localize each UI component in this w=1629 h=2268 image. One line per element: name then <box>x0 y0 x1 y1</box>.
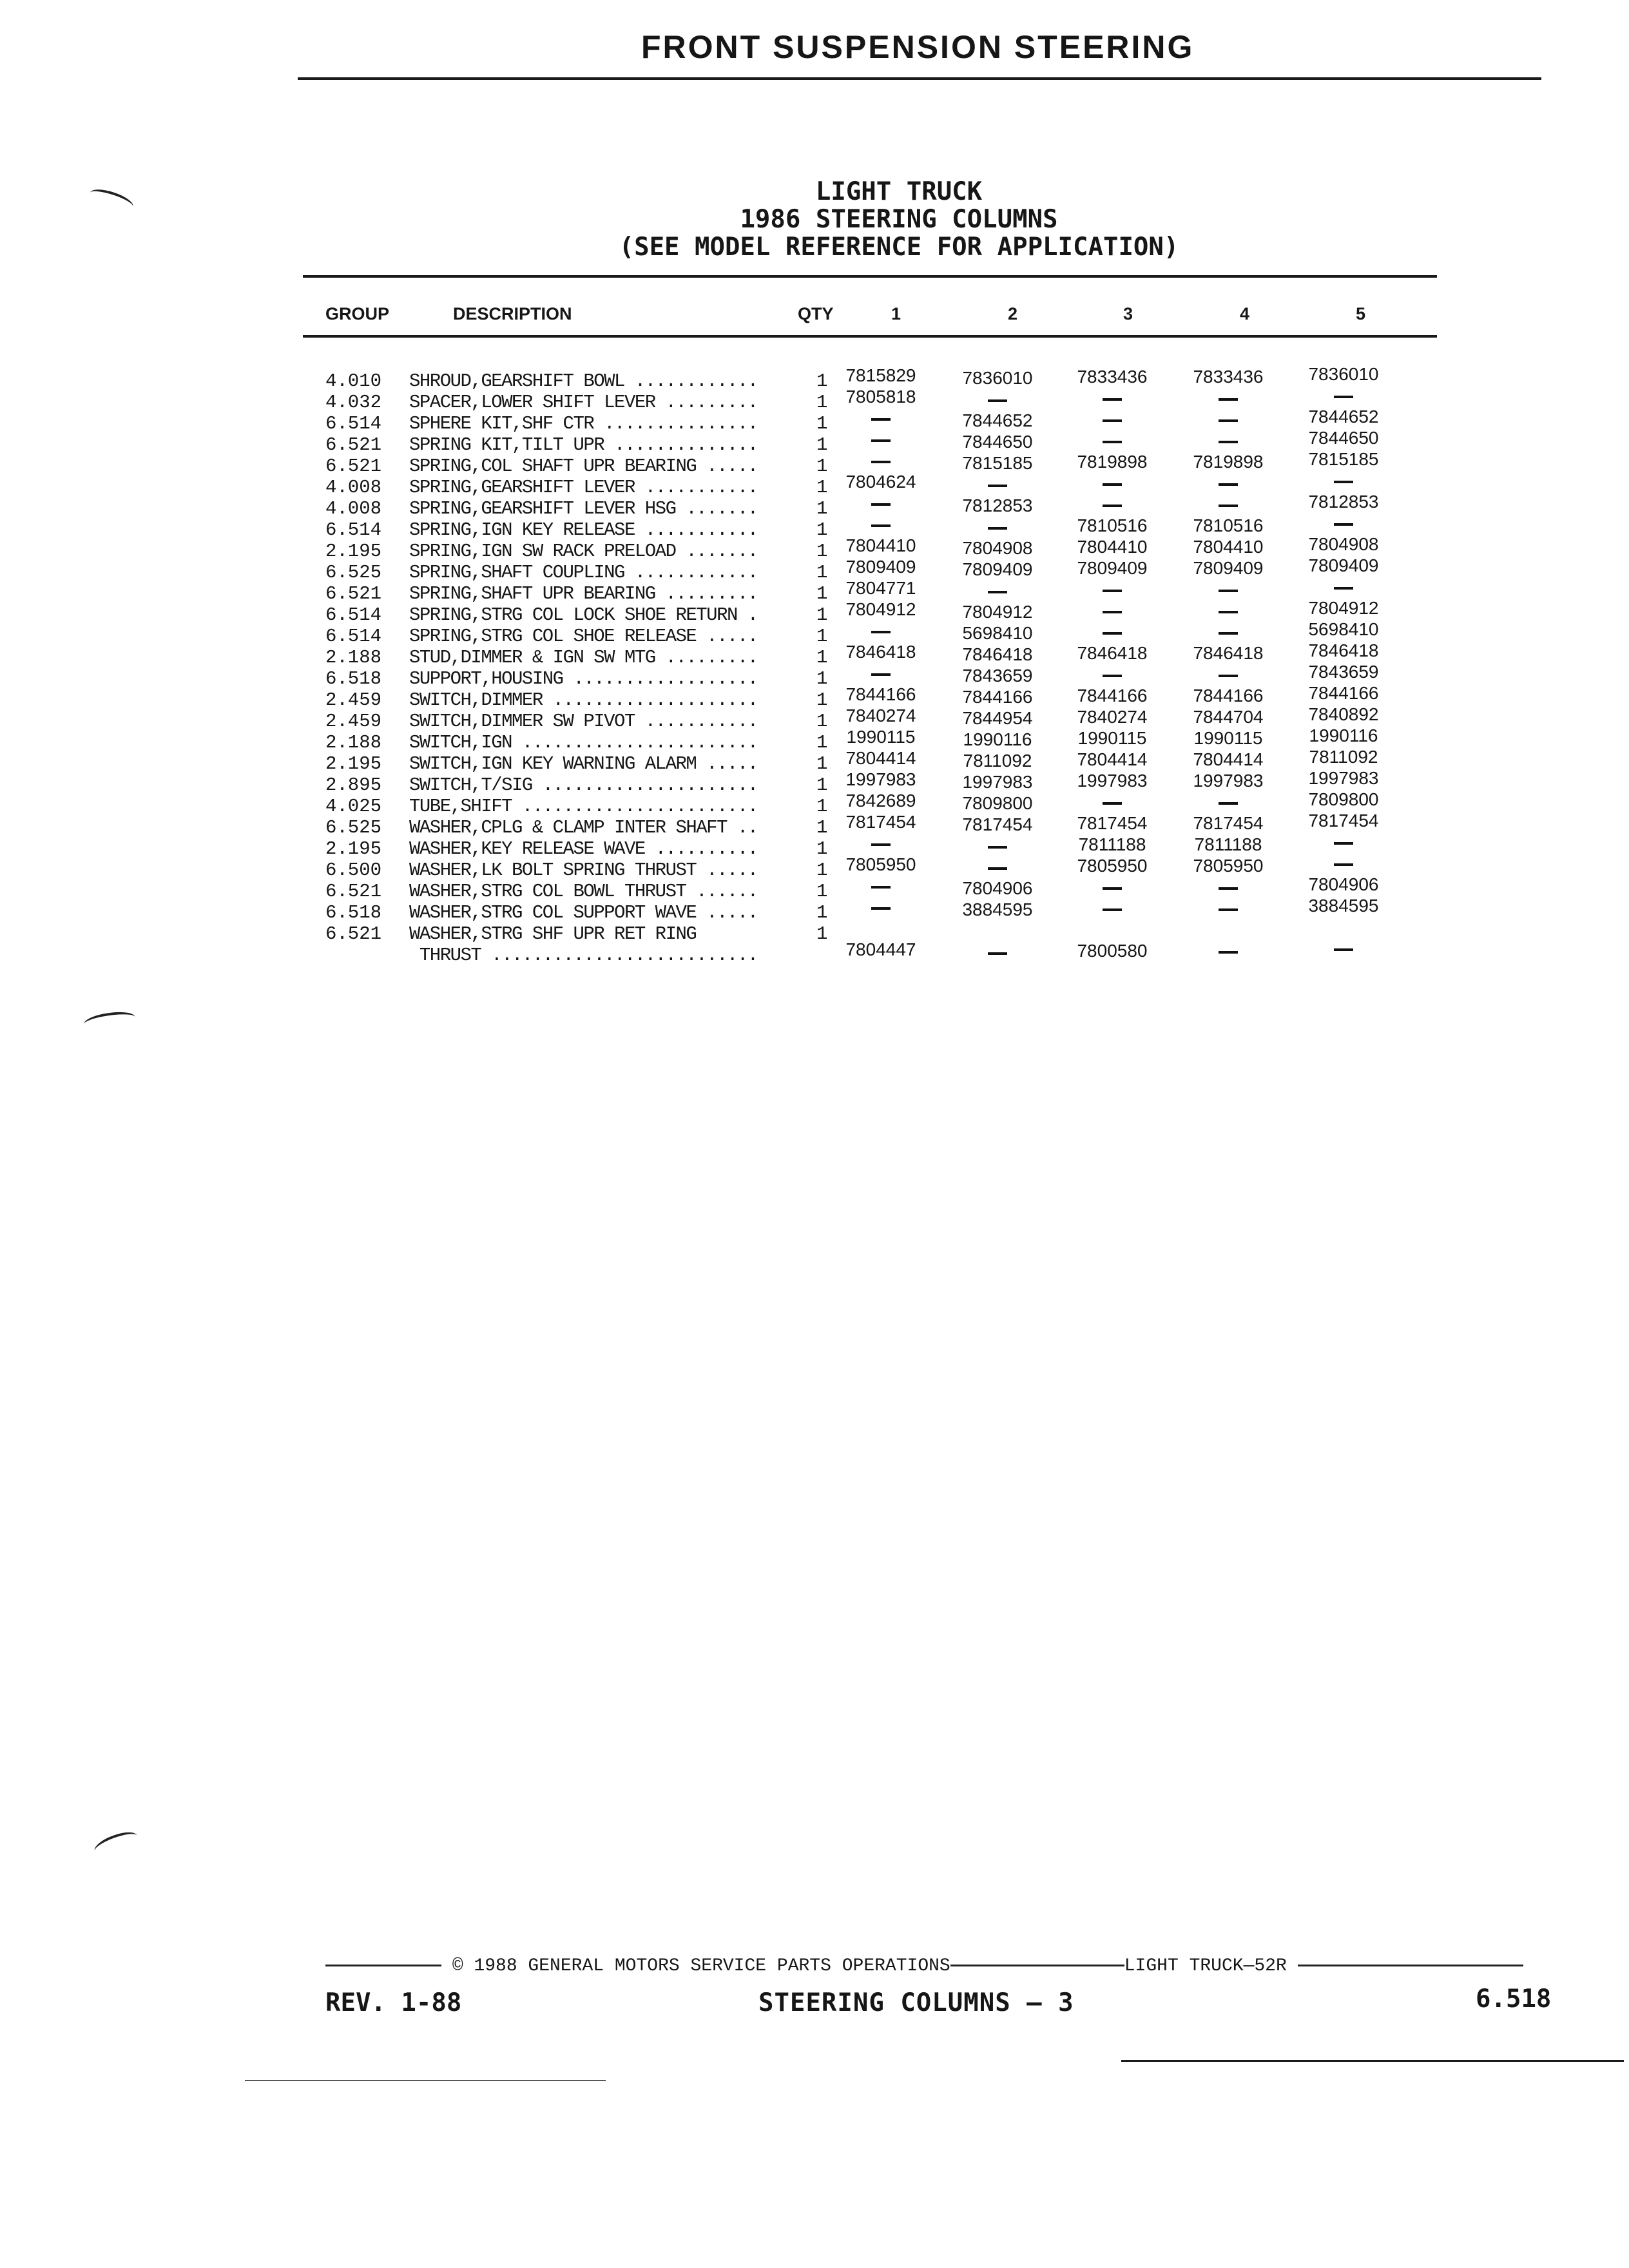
row-part-col-1: 7815829 <box>845 365 916 385</box>
row-part-col-4 <box>1180 601 1277 621</box>
row-part-col-5: 5698410 <box>1308 619 1379 639</box>
row-group: 6.518 <box>325 902 382 923</box>
row-qty: 1 <box>816 456 828 477</box>
footer-rule-mid <box>950 1965 1124 1966</box>
footer-rule-left <box>325 1965 441 1966</box>
row-description: SPHERE KIT,SHF CTR ............... <box>409 413 758 434</box>
dash-mark <box>871 461 891 463</box>
dash-mark <box>1334 948 1353 951</box>
row-part-col-2: 7804908 <box>962 538 1033 558</box>
row-part-col-5: 7815185 <box>1308 449 1379 469</box>
row-part-col-4: 7810516 <box>1193 515 1264 535</box>
row-description: SUPPORT,HOUSING .................. <box>409 668 758 689</box>
row-part-col-5: 7844650 <box>1308 428 1379 448</box>
row-qty: 1 <box>816 604 828 626</box>
row-group: 6.514 <box>325 604 382 626</box>
row-part-col-5: 1997983 <box>1308 768 1379 788</box>
row-description: WASHER,CPLG & CLAMP INTER SHAFT .. <box>409 817 758 838</box>
row-group: 2.895 <box>325 774 382 796</box>
row-description: WASHER,STRG COL BOWL THRUST ...... <box>409 881 758 902</box>
row-part-col-4 <box>1180 898 1277 919</box>
dash-mark <box>871 503 891 506</box>
row-part-col-2: 7804906 <box>962 878 1033 898</box>
row-group: 6.525 <box>325 562 382 583</box>
row-part-col-1: 7842689 <box>845 791 916 811</box>
row-part-col-3 <box>1064 792 1161 812</box>
row-group: 4.010 <box>325 370 382 392</box>
row-part-col-5: 1990116 <box>1309 726 1378 745</box>
row-part-col-1: 7804447 <box>845 939 916 959</box>
row-description: TUBE,SHIFT ....................... <box>409 796 758 817</box>
row-qty: 1 <box>816 881 828 902</box>
row-description: SPACER,LOWER SHIFT LEVER ......... <box>409 392 758 413</box>
row-part-col-1: 7844166 <box>845 684 916 704</box>
row-part-col-1: 1990115 <box>846 727 916 747</box>
dash-mark <box>1219 483 1238 486</box>
row-part-col-4: 7844166 <box>1193 686 1264 706</box>
row-qty: 1 <box>816 860 828 881</box>
row-part-col-3: 7817454 <box>1077 813 1148 833</box>
row-part-col-1 <box>833 408 929 428</box>
row-part-col-4: 7804414 <box>1193 749 1264 769</box>
row-part-col-1: 7805950 <box>845 854 916 874</box>
row-qty: 1 <box>816 817 828 838</box>
row-part-col-1 <box>833 620 929 641</box>
dash-mark <box>1219 611 1238 613</box>
row-part-col-5: 7844652 <box>1308 407 1379 427</box>
row-part-col-3: 7846418 <box>1077 643 1148 663</box>
title-line-1: LIGHT TRUCK <box>815 177 983 206</box>
footer-page-number: 6.518 <box>1476 1984 1552 2013</box>
row-part-col-2: 7844954 <box>962 708 1033 728</box>
row-part-col-2: 3884595 <box>962 899 1033 919</box>
footer-section: STEERING COLUMNS — 3 <box>758 1988 1074 2017</box>
row-part-col-2: 7844166 <box>962 687 1033 707</box>
row-description: SPRING,GEARSHIFT LEVER HSG ....... <box>409 498 758 519</box>
row-part-col-3: 7819898 <box>1077 452 1148 472</box>
bottom-rule-left <box>245 2080 606 2081</box>
dash-mark <box>1334 481 1353 483</box>
dash-mark <box>1334 587 1353 590</box>
row-group: 6.521 <box>325 923 382 945</box>
dash-mark <box>871 418 891 421</box>
dash-mark <box>988 527 1007 530</box>
dash-mark <box>988 867 1007 870</box>
dash-mark <box>1219 951 1238 954</box>
row-part-col-2: 7836010 <box>962 368 1033 388</box>
row-part-col-5 <box>1295 385 1392 406</box>
dash-mark <box>871 439 891 442</box>
dash-mark <box>1103 802 1122 805</box>
row-part-col-4 <box>1180 579 1277 600</box>
title-line-3: (SEE MODEL REFERENCE FOR APPLICATION) <box>619 233 1179 262</box>
row-part-col-1: 7804912 <box>845 599 916 619</box>
page-header-title: FRONT SUSPENSION STEERING <box>641 29 1195 65</box>
row-description: WASHER,KEY RELEASE WAVE .......... <box>409 838 758 860</box>
row-part-col-3: 1990115 <box>1077 728 1147 748</box>
row-description: WASHER,LK BOLT SPRING THRUST ..... <box>409 860 758 881</box>
row-group: 2.195 <box>325 838 382 860</box>
dash-mark <box>1103 505 1122 507</box>
row-part-col-3: 7810516 <box>1077 515 1148 535</box>
row-part-col-2: 7812853 <box>962 495 1033 515</box>
row-part-col-1: 7804414 <box>845 748 916 768</box>
row-part-col-2 <box>949 857 1046 878</box>
row-qty: 1 <box>816 753 828 774</box>
row-part-col-3: 7800580 <box>1077 941 1148 961</box>
row-part-col-4: 7833436 <box>1193 367 1264 387</box>
row-part-col-2: 5698410 <box>962 623 1033 643</box>
row-part-col-4: 7811188 <box>1194 834 1262 854</box>
row-part-col-4: 7819898 <box>1193 452 1264 472</box>
row-description: SWITCH,T/SIG ..................... <box>409 774 758 796</box>
col-header-description: DESCRIPTION <box>453 304 572 323</box>
row-part-col-1 <box>833 493 929 514</box>
table-top-rule <box>303 275 1437 278</box>
dash-mark <box>988 485 1007 487</box>
row-part-col-5 <box>1295 577 1392 597</box>
dash-mark <box>1103 398 1122 401</box>
col-header-4: 4 <box>1240 304 1250 323</box>
row-part-col-1 <box>833 876 929 896</box>
row-group: 4.008 <box>325 498 382 519</box>
dash-mark <box>1219 908 1238 911</box>
row-part-col-4: 1990115 <box>1193 728 1263 748</box>
row-description: STUD,DIMMER & IGN SW MTG ......... <box>409 647 758 668</box>
row-description: SWITCH,DIMMER .................... <box>409 689 758 711</box>
row-part-col-3 <box>1064 494 1161 515</box>
row-part-col-3 <box>1064 579 1161 600</box>
row-qty: 1 <box>816 583 828 604</box>
row-part-col-2 <box>949 474 1046 495</box>
row-part-col-4: 7817454 <box>1193 813 1264 833</box>
row-qty: 1 <box>816 668 828 689</box>
dash-mark <box>871 524 891 527</box>
row-qty: 1 <box>816 519 828 541</box>
row-part-col-4: 7846418 <box>1193 643 1264 663</box>
footer-copyright: © 1988 GENERAL MOTORS SERVICE PARTS OPERATIONS <box>452 1956 950 1976</box>
row-part-col-4: 7805950 <box>1193 856 1264 876</box>
row-part-col-3: 1997983 <box>1077 771 1148 791</box>
row-qty: 1 <box>816 796 828 817</box>
row-part-col-2: 7846418 <box>962 644 1033 664</box>
row-part-col-4 <box>1180 388 1277 408</box>
row-qty: 1 <box>816 774 828 796</box>
row-part-col-2: 7809800 <box>962 793 1033 813</box>
row-group: 4.032 <box>325 392 382 413</box>
dash-mark <box>1219 398 1238 401</box>
row-part-col-4 <box>1180 941 1277 961</box>
row-part-col-5 <box>1295 513 1392 533</box>
row-part-col-5: 7843659 <box>1308 662 1379 682</box>
row-qty: 1 <box>816 923 828 945</box>
bottom-rule <box>1121 2060 1624 2062</box>
col-header-3: 3 <box>1123 304 1133 323</box>
row-description: THRUST .......................... <box>409 945 758 966</box>
dash-mark <box>871 843 891 846</box>
row-part-col-3: 7811188 <box>1078 834 1146 854</box>
dash-mark <box>1103 611 1122 613</box>
row-description: SWITCH,IGN ....................... <box>409 732 758 753</box>
row-part-col-5: 7804912 <box>1308 598 1379 618</box>
row-part-col-5: 7804908 <box>1308 534 1379 554</box>
row-qty: 1 <box>816 711 828 732</box>
row-part-col-3 <box>1064 622 1161 642</box>
row-group: 6.521 <box>325 881 382 902</box>
dash-mark <box>1103 590 1122 592</box>
dash-mark <box>871 907 891 910</box>
row-part-col-1 <box>833 897 929 918</box>
title-line-2: 1986 STEERING COLUMNS <box>740 205 1058 234</box>
row-part-col-5: 7846418 <box>1308 640 1379 660</box>
row-part-col-3 <box>1064 877 1161 898</box>
row-description: SPRING,COL SHAFT UPR BEARING ..... <box>409 456 758 477</box>
row-part-col-1: 1997983 <box>845 769 916 789</box>
row-description: SPRING,IGN SW RACK PRELOAD ....... <box>409 541 758 562</box>
row-part-col-5: 7811092 <box>1309 747 1378 767</box>
row-qty: 1 <box>816 498 828 519</box>
row-part-col-5 <box>1295 470 1392 491</box>
row-part-col-5 <box>1295 938 1392 959</box>
row-part-col-3: 7833436 <box>1077 367 1148 387</box>
row-part-col-5: 3884595 <box>1308 896 1379 916</box>
footer-copyright-line <box>325 1956 1523 1976</box>
row-part-col-1 <box>833 663 929 684</box>
row-part-col-5 <box>1295 832 1392 852</box>
dash-mark <box>871 886 891 889</box>
row-part-col-2: 7809409 <box>962 559 1033 579</box>
row-description: SPRING KIT,TILT UPR .............. <box>409 434 758 456</box>
row-part-col-2: 7844650 <box>962 432 1033 452</box>
row-description: SPRING,SHAFT COUPLING ............ <box>409 562 758 583</box>
dash-mark <box>988 952 1007 955</box>
row-part-col-3 <box>1064 601 1161 621</box>
row-description: WASHER,STRG COL SUPPORT WAVE ..... <box>409 902 758 923</box>
row-qty: 1 <box>816 477 828 498</box>
row-part-col-4 <box>1180 430 1277 451</box>
row-description: SPRING,SHAFT UPR BEARING ......... <box>409 583 758 604</box>
row-description: SPRING,STRG COL LOCK SHOE RETURN . <box>409 604 758 626</box>
row-qty: 1 <box>816 434 828 456</box>
row-qty: 1 <box>816 902 828 923</box>
row-group: 4.008 <box>325 477 382 498</box>
dash-mark <box>1219 505 1238 507</box>
dash-mark <box>1219 441 1238 443</box>
row-part-col-1: 7804410 <box>845 535 916 555</box>
dash-mark <box>1334 396 1353 398</box>
row-part-col-2: 1997983 <box>962 772 1033 792</box>
row-part-col-2 <box>949 389 1046 410</box>
row-description: SPRING,GEARSHIFT LEVER ........... <box>409 477 758 498</box>
row-part-col-4 <box>1180 877 1277 898</box>
row-group: 4.025 <box>325 796 382 817</box>
row-group: 2.459 <box>325 711 382 732</box>
table-title-block <box>528 178 1269 261</box>
dash-mark <box>1219 887 1238 890</box>
dash-mark <box>1334 842 1353 845</box>
dash-mark <box>1219 675 1238 677</box>
dash-mark <box>1103 419 1122 422</box>
col-header-5: 5 <box>1356 304 1366 323</box>
row-qty: 1 <box>816 413 828 434</box>
row-group: 6.518 <box>325 668 382 689</box>
row-qty: 1 <box>816 689 828 711</box>
dash-mark <box>1103 483 1122 486</box>
row-part-col-1: 7809409 <box>845 557 916 577</box>
dash-mark <box>1219 590 1238 592</box>
row-part-col-5: 7809800 <box>1308 789 1379 809</box>
row-group: 6.525 <box>325 817 382 838</box>
row-group: 2.195 <box>325 753 382 774</box>
row-qty: 1 <box>816 562 828 583</box>
row-qty: 1 <box>816 732 828 753</box>
row-part-col-1: 7840274 <box>845 706 916 726</box>
dash-mark <box>988 591 1007 593</box>
row-part-col-5: 7817454 <box>1308 811 1379 831</box>
row-part-col-1 <box>833 833 929 854</box>
footer-rule-right <box>1298 1965 1523 1966</box>
row-part-col-5: 7812853 <box>1308 492 1379 512</box>
row-part-col-4 <box>1180 664 1277 685</box>
row-part-col-3: 7844166 <box>1077 686 1148 706</box>
col-header-2: 2 <box>1008 304 1018 323</box>
row-group: 2.188 <box>325 732 382 753</box>
dash-mark <box>1219 802 1238 805</box>
row-part-col-3 <box>1064 409 1161 430</box>
row-qty: 1 <box>816 838 828 860</box>
row-part-col-1: 7804771 <box>845 578 916 598</box>
footer-revision: REV. 1-88 <box>325 1988 462 2017</box>
row-part-col-5: 7836010 <box>1308 364 1379 384</box>
row-part-col-4 <box>1180 494 1277 515</box>
col-header-group: GROUP <box>325 304 390 323</box>
row-part-col-2: 7843659 <box>962 666 1033 686</box>
row-part-col-2: 7811092 <box>963 751 1032 771</box>
col-header-qty: QTY <box>798 304 834 323</box>
row-description: SWITCH,DIMMER SW PIVOT ........... <box>409 711 758 732</box>
row-part-col-2: 7804912 <box>962 602 1033 622</box>
row-part-col-3: 7840274 <box>1077 707 1148 727</box>
row-group: 2.459 <box>325 689 382 711</box>
row-part-col-4: 1997983 <box>1193 771 1264 791</box>
row-part-col-1 <box>833 450 929 471</box>
row-part-col-4 <box>1180 473 1277 494</box>
row-qty: 1 <box>816 541 828 562</box>
row-part-col-2 <box>949 836 1046 856</box>
dash-mark <box>1334 863 1353 866</box>
row-part-col-3 <box>1064 664 1161 685</box>
row-description: SPRING,IGN KEY RELEASE ........... <box>409 519 758 541</box>
col-header-1: 1 <box>891 304 901 323</box>
row-part-col-5: 7840892 <box>1308 704 1379 724</box>
row-part-col-4: 7844704 <box>1193 707 1264 727</box>
row-description: SWITCH,IGN KEY WARNING ALARM ..... <box>409 753 758 774</box>
row-group: 6.514 <box>325 413 382 434</box>
row-qty: 1 <box>816 370 828 392</box>
row-part-col-2 <box>949 581 1046 601</box>
row-group: 6.521 <box>325 583 382 604</box>
dash-mark <box>1103 908 1122 911</box>
row-part-col-1 <box>833 514 929 535</box>
row-part-col-3: 7804410 <box>1077 537 1148 557</box>
row-group: 6.514 <box>325 519 382 541</box>
row-group: 6.521 <box>325 434 382 456</box>
row-qty: 1 <box>816 647 828 668</box>
row-group: 2.188 <box>325 647 382 668</box>
row-part-col-3 <box>1064 898 1161 919</box>
row-description: WASHER,STRG SHF UPR RET RING <box>409 923 697 945</box>
dash-mark <box>1219 632 1238 635</box>
row-qty: 1 <box>816 392 828 413</box>
row-part-col-3 <box>1064 430 1161 451</box>
dash-mark <box>871 631 891 633</box>
row-part-col-2 <box>949 517 1046 537</box>
row-part-col-3: 7805950 <box>1077 856 1148 876</box>
row-qty: 1 <box>816 626 828 647</box>
row-part-col-3: 7809409 <box>1077 558 1148 578</box>
row-description: SPRING,STRG COL SHOE RELEASE ..... <box>409 626 758 647</box>
row-group: 6.521 <box>325 456 382 477</box>
footer-series: LIGHT TRUCK—52R <box>1124 1956 1287 1976</box>
row-part-col-3 <box>1064 473 1161 494</box>
row-part-col-4 <box>1180 792 1277 812</box>
binding-hole-mark-2 <box>83 1010 137 1032</box>
dash-mark <box>1219 419 1238 422</box>
row-group: 6.500 <box>325 860 382 881</box>
row-part-col-2: 7817454 <box>962 814 1033 834</box>
row-part-col-2: 1990116 <box>963 729 1032 749</box>
dash-mark <box>988 846 1007 849</box>
row-part-col-5: 7809409 <box>1308 555 1379 575</box>
dash-mark <box>1334 523 1353 526</box>
row-part-col-4: 7804410 <box>1193 537 1264 557</box>
binding-hole-mark-1 <box>88 186 135 214</box>
row-part-col-1: 7804624 <box>845 472 916 492</box>
row-part-col-2: 7844652 <box>962 410 1033 430</box>
row-part-col-3 <box>1064 388 1161 408</box>
row-part-col-4: 7809409 <box>1193 558 1264 578</box>
row-part-col-4 <box>1180 409 1277 430</box>
row-group: 6.514 <box>325 626 382 647</box>
dash-mark <box>1103 632 1122 635</box>
dash-mark <box>1103 675 1122 677</box>
row-part-col-3: 7804414 <box>1077 749 1148 769</box>
dash-mark <box>871 673 891 676</box>
row-part-col-5 <box>1295 853 1392 874</box>
row-part-col-2 <box>949 942 1046 963</box>
table-header-rule <box>303 335 1437 338</box>
row-part-col-2: 7815185 <box>962 453 1033 473</box>
dash-mark <box>1103 441 1122 443</box>
row-part-col-4 <box>1180 622 1277 642</box>
dash-mark <box>988 399 1007 402</box>
row-group: 2.195 <box>325 541 382 562</box>
row-description: SHROUD,GEARSHIFT BOWL ............ <box>409 370 758 392</box>
row-part-col-5: 7804906 <box>1308 874 1379 894</box>
row-part-col-1: 7805818 <box>845 387 916 407</box>
binding-hole-mark-3 <box>92 1828 140 1859</box>
header-rule <box>298 77 1541 80</box>
row-part-col-5: 7844166 <box>1308 683 1379 703</box>
row-part-col-1: 7817454 <box>845 812 916 832</box>
row-part-col-1 <box>833 429 929 450</box>
row-part-col-1: 7846418 <box>845 642 916 662</box>
dash-mark <box>1103 887 1122 890</box>
